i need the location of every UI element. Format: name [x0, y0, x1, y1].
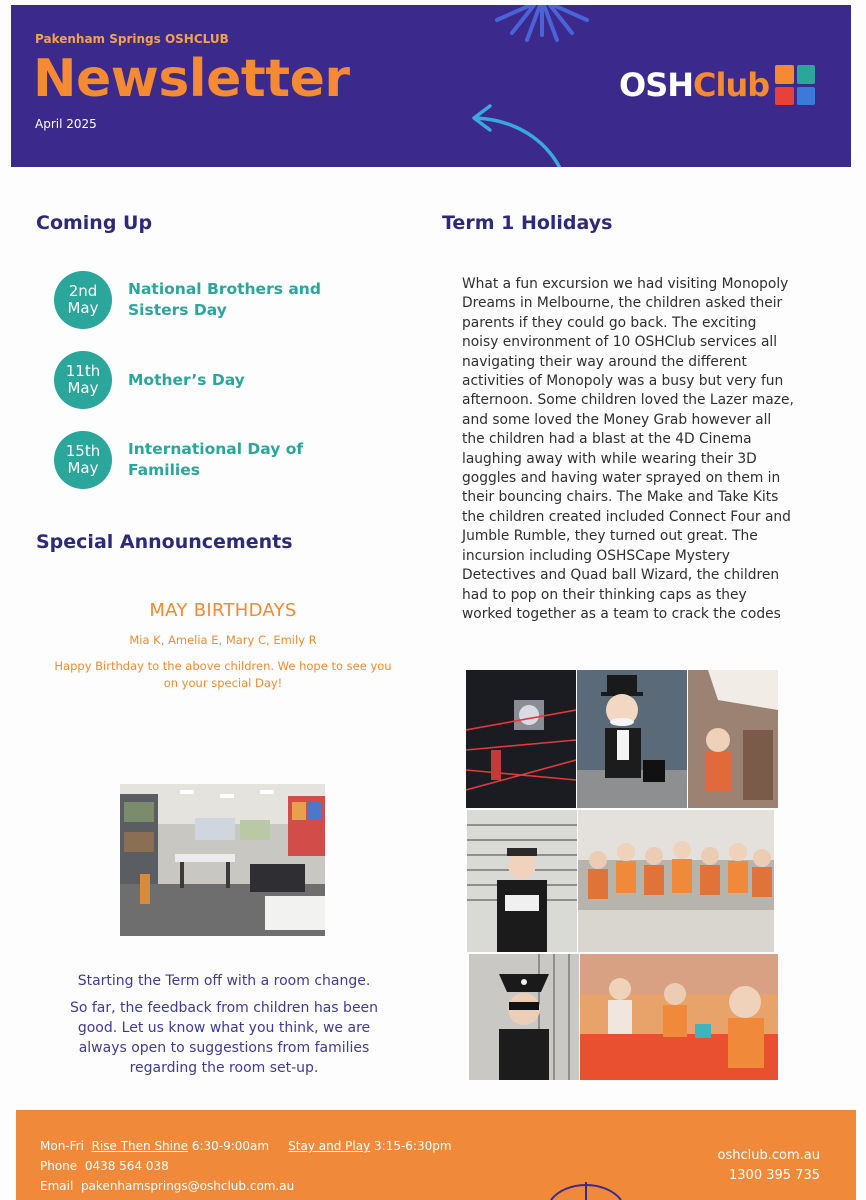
newsletter-header	[11, 5, 851, 167]
cinema-photo	[688, 670, 778, 808]
newsletter-title: Newsletter	[33, 49, 350, 109]
org-name: Pakenham Springs OSHCLUB	[35, 32, 229, 46]
birthday-message: Happy Birthday to the above children. We hope to see you on your special Day!	[54, 659, 392, 690]
email-address[interactable]: pakenhamsprings@oshclub.com.au	[80, 1179, 295, 1193]
date-badge-month: May	[67, 299, 99, 317]
group-photo	[578, 810, 774, 952]
phone-number[interactable]: 0438 564 038	[84, 1159, 169, 1173]
phone-row	[40, 1159, 169, 1173]
mugshot-photo	[467, 810, 577, 952]
main-phone[interactable]: 1300 395 735	[729, 1168, 820, 1183]
hours-morning: 6:30-9:00am	[191, 1139, 270, 1153]
term-holidays-text: What a fun excursion we had visiting Monopoly Dreams in Melbourne, the children asked their parents if they could go back. The exciting noisy environment of 10 OSHClub services all navigating their way around the different activities of Monopoly was a busy but very fun afternoon. Some children loved the Lazer maze, and some loved the Money Grab however all the children had a blast at the 4D Cinema laughing away with while wearing their 3D goggles and having water sprayed on them in their bouncing chairs. The Make and Take Kits the children created included Connect Four and Jumble Rumble, they turned out great. The incursion including OSHSCape Mystery Detectives and Quad ball Wizard, the children had to pop on their thinking caps as they worked together as a team to crack the codes	[462, 276, 794, 622]
laser-maze-photo	[466, 670, 576, 808]
birthday-title: MAY BIRTHDAYS	[149, 600, 297, 621]
date-badge-day: 11th	[65, 362, 101, 380]
room-caption-text: So far, the feedback from children has been good. Let us know what you think, we are always open to suggestions from families regarding the room set-up.	[69, 1000, 379, 1076]
date-badge	[54, 431, 112, 489]
event-name: Mother’s Day	[128, 370, 245, 389]
event-name: National Brothers and Sisters Day	[128, 280, 321, 319]
date-badge-day: 15th	[65, 442, 101, 460]
hours-afternoon: 3:15-6:30pm	[374, 1139, 452, 1153]
event-name: International Day of Families	[128, 440, 304, 479]
activity-photo	[580, 954, 778, 1080]
basketball-decoration-icon	[546, 1180, 626, 1200]
program-stay-and-play: Stay and Play	[288, 1139, 371, 1153]
event-item	[54, 351, 378, 409]
term-holidays-heading: Term 1 Holidays	[442, 212, 613, 234]
event-item	[54, 271, 378, 329]
event-item	[54, 431, 378, 489]
program-rise-then-shine: Rise Then Shine	[91, 1139, 188, 1153]
date-badge	[54, 271, 112, 329]
logo-osh-text: OSH	[619, 66, 694, 104]
website-link[interactable]: oshclub.com.au	[717, 1148, 820, 1163]
arrow-decoration-icon	[466, 100, 576, 167]
special-announcements-heading: Special Announcements	[36, 531, 293, 553]
logo-club-text: Club	[693, 66, 770, 104]
email-row	[40, 1179, 294, 1193]
room-caption-title: Starting the Term off with a room change.	[77, 973, 371, 989]
logo-squares-icon	[775, 65, 815, 105]
oshclub-logo	[619, 65, 815, 105]
date-badge-month: May	[67, 379, 99, 397]
issue-date: April 2025	[35, 117, 97, 131]
detective-photo	[469, 954, 579, 1080]
email-label: Email	[40, 1179, 74, 1193]
room-photo	[120, 784, 325, 936]
date-badge	[54, 351, 112, 409]
coming-up-heading: Coming Up	[36, 212, 153, 234]
days-label: Mon-Fri	[40, 1139, 84, 1153]
sunburst-decoration-icon	[487, 5, 597, 45]
hours-row	[40, 1139, 452, 1153]
monopoly-man-photo	[577, 670, 687, 808]
birthday-names: Mia K, Amelia E, Mary C, Emily R	[129, 633, 317, 647]
contact-footer	[16, 1110, 856, 1200]
date-badge-month: May	[67, 459, 99, 477]
date-badge-day: 2nd	[68, 282, 98, 300]
phone-label: Phone	[40, 1159, 78, 1173]
